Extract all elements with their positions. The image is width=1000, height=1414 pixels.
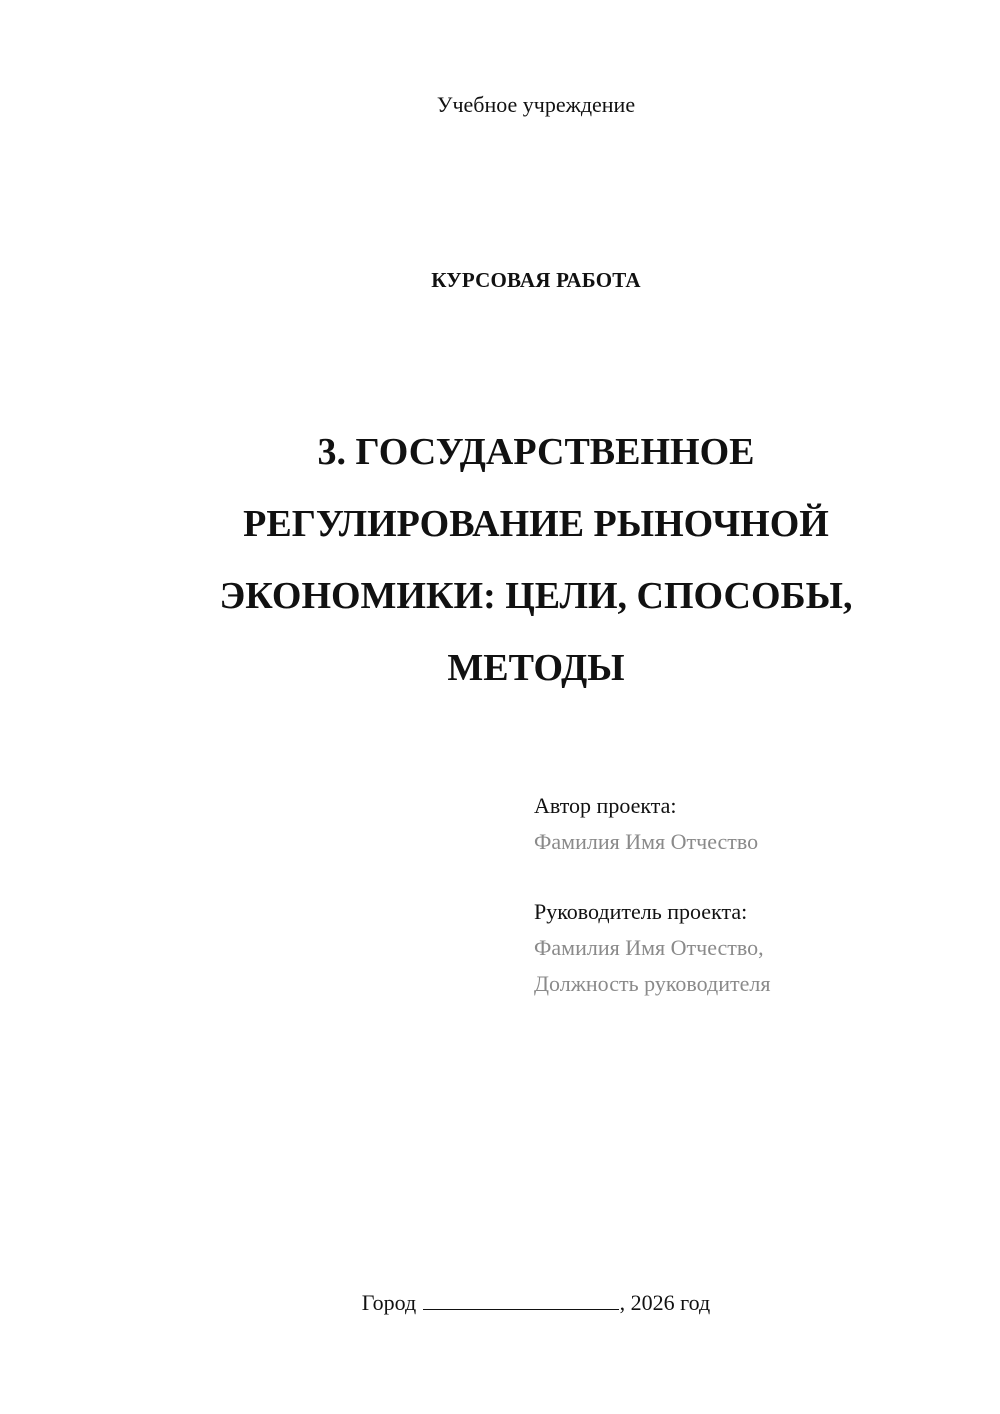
title-line: РЕГУЛИРОВАНИЕ РЫНОЧНОЙ (243, 503, 829, 545)
spacer (534, 860, 964, 894)
city-year-line (0, 1290, 1000, 1316)
document-title (200, 398, 872, 722)
city-blank-line (423, 1290, 619, 1310)
institution-name: Учебное учреждение (436, 92, 636, 117)
title-line: МЕТОДЫ (447, 647, 625, 689)
year-text: , 2026 год (619, 1290, 711, 1315)
title-line: 3. ГОСУДАРСТВЕННОЕ (317, 431, 755, 473)
supervisor-label: Руководитель проекта: (534, 899, 748, 924)
author-label: Автор проекта: (534, 793, 677, 818)
supervisor-position-placeholder: Должность руководителя (534, 971, 771, 996)
credits-block (534, 788, 964, 1002)
author-name-placeholder: Фамилия Имя Отчество (534, 829, 759, 854)
city-label: Город (361, 1290, 417, 1315)
work-type-heading: КУРСОВАЯ РАБОТА (431, 268, 641, 292)
title-line: ЭКОНОМИКИ: ЦЕЛИ, СПОСОБЫ, (219, 575, 853, 617)
supervisor-name-placeholder: Фамилия Имя Отчество, (534, 935, 764, 960)
